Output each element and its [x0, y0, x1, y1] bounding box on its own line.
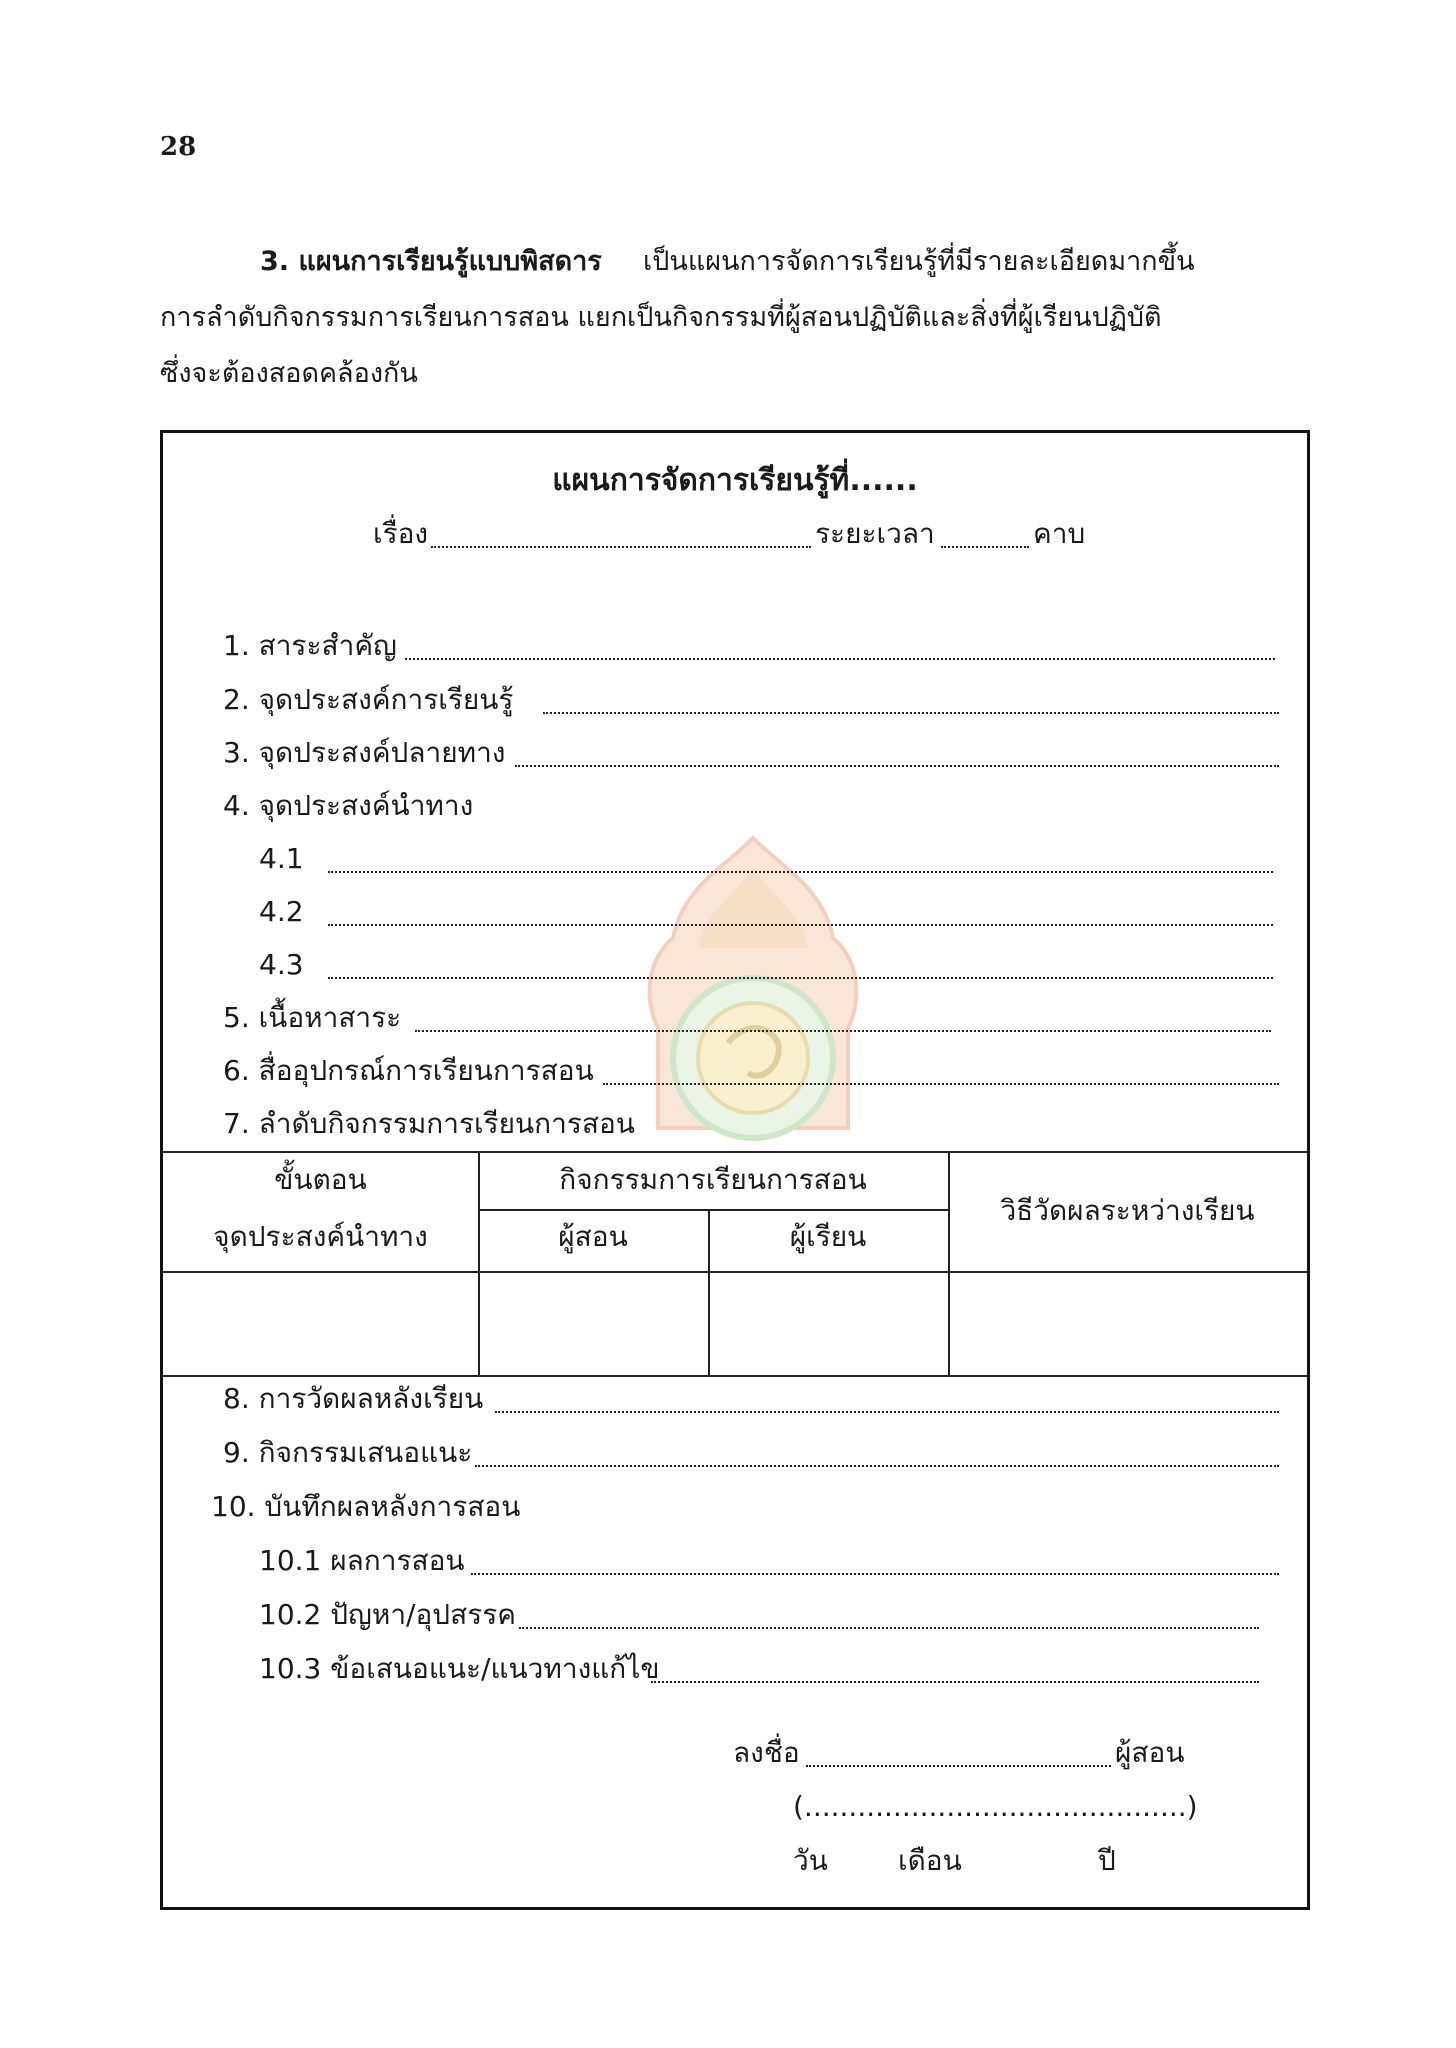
item-terminal-objectives: 3. จุดประสงค์ปลายทาง: [223, 736, 506, 769]
date-day-label: วัน: [793, 1844, 828, 1877]
item-4-2: 4.2: [259, 895, 304, 928]
essence-blank: [405, 658, 1275, 660]
date-month-label: เดือน: [898, 1844, 962, 1877]
subject-label: เรื่อง: [373, 517, 429, 550]
intro-line-2: การลำดับกิจกรรมการเรียนการสอน แยกเป็นกิจกรรมที่ผู้สอนปฏิบัติและสิ่งที่ผู้เรียนปฏิบัติ: [160, 302, 1162, 333]
col-step-line1: ขั้นตอน: [274, 1163, 367, 1196]
item-10-3-blank: [651, 1681, 1259, 1683]
duration-blank: [941, 546, 1029, 548]
col-activities: กิจกรรมการเรียนการสอน: [559, 1163, 867, 1196]
suggested-activities-blank: [475, 1465, 1279, 1467]
item-suggested-activities: 9. กิจกรรมเสนอแนะ: [223, 1436, 473, 1469]
item-post-assessment: 8. การวัดผลหลังเรียน: [223, 1382, 484, 1415]
col-step-line2: จุดประสงค์นำทาง: [213, 1220, 428, 1253]
item-4-1-blank: [328, 871, 1273, 873]
table-bottom-border: [163, 1375, 1307, 1377]
terminal-objectives-blank: [515, 765, 1279, 767]
post-assessment-blank: [495, 1411, 1279, 1413]
sign-name-blank: (...........................................): [793, 1790, 1198, 1823]
item-materials: 6. สื่ออุปกรณ์การเรียนการสอน: [223, 1054, 594, 1087]
item-enabling-objectives: 4. จุดประสงค์นำทาง: [223, 789, 474, 822]
item-4-2-blank: [328, 924, 1273, 926]
page-number: 28: [160, 132, 197, 162]
sign-teacher-label: ผู้สอน: [1115, 1736, 1185, 1769]
item-10-2-blank: [519, 1627, 1259, 1629]
item-10-2: 10.2 ปัญหา/อุปสรรค: [259, 1598, 516, 1631]
col-learner: ผู้เรียน: [789, 1220, 867, 1253]
intro-line-1: [260, 240, 1195, 284]
learning-objectives-blank: [543, 712, 1279, 714]
table-header-bottom-border: [163, 1271, 1307, 1273]
duration-label: ระยะเวลา: [815, 517, 935, 550]
item-10-3: 10.3 ข้อเสนอแนะ/แนวทางแก้ไข: [259, 1652, 660, 1685]
intro-line-3: ซึ่งจะต้องสอดคล้องกัน: [160, 358, 418, 389]
item-content: 5. เนื้อหาสาระ: [223, 1001, 402, 1034]
item-4-3-blank: [328, 977, 1273, 979]
item-10-1: 10.1 ผลการสอน: [259, 1544, 465, 1577]
item-activity-sequence: 7. ลำดับกิจกรรมการเรียนการสอน: [223, 1107, 635, 1140]
period-label: คาบ: [1033, 517, 1086, 550]
item-4-3: 4.3: [259, 948, 304, 981]
col-teacher: ผู้สอน: [558, 1220, 628, 1253]
item-learning-objectives: 2. จุดประสงค์การเรียนรู้: [223, 683, 514, 716]
item-10-1-blank: [471, 1573, 1279, 1575]
content-blank: [415, 1030, 1271, 1032]
form-title: แผนการจัดการเรียนรู้ที่......: [552, 463, 918, 498]
lesson-plan-form: [160, 430, 1310, 1910]
sign-label: ลงชื่อ: [733, 1736, 800, 1769]
col-assessment: วิธีวัดผลระหว่างเรียน: [1000, 1194, 1255, 1227]
item-4-1: 4.1: [259, 842, 304, 875]
table-subheader-border: [478, 1209, 948, 1211]
signature-blank: [806, 1765, 1111, 1767]
intro-line-1-rest: เป็นแผนการจัดการเรียนรู้ที่มีรายละเอียดมากขึ้น: [643, 246, 1195, 277]
materials-blank: [603, 1083, 1279, 1085]
subject-blank: [431, 546, 811, 548]
emblem-watermark-icon: [633, 828, 873, 1178]
item-post-teaching-record: 10. บันทึกผลหลังการสอน: [211, 1490, 521, 1523]
table-top-border: [163, 1151, 1307, 1153]
intro-heading: 3. แผนการเรียนรู้แบบพิสดาร: [260, 246, 602, 277]
date-year-label: ปี: [1098, 1844, 1116, 1877]
item-essence: 1. สาระสำคัญ: [223, 629, 397, 662]
table-divider-3: [948, 1151, 950, 1375]
